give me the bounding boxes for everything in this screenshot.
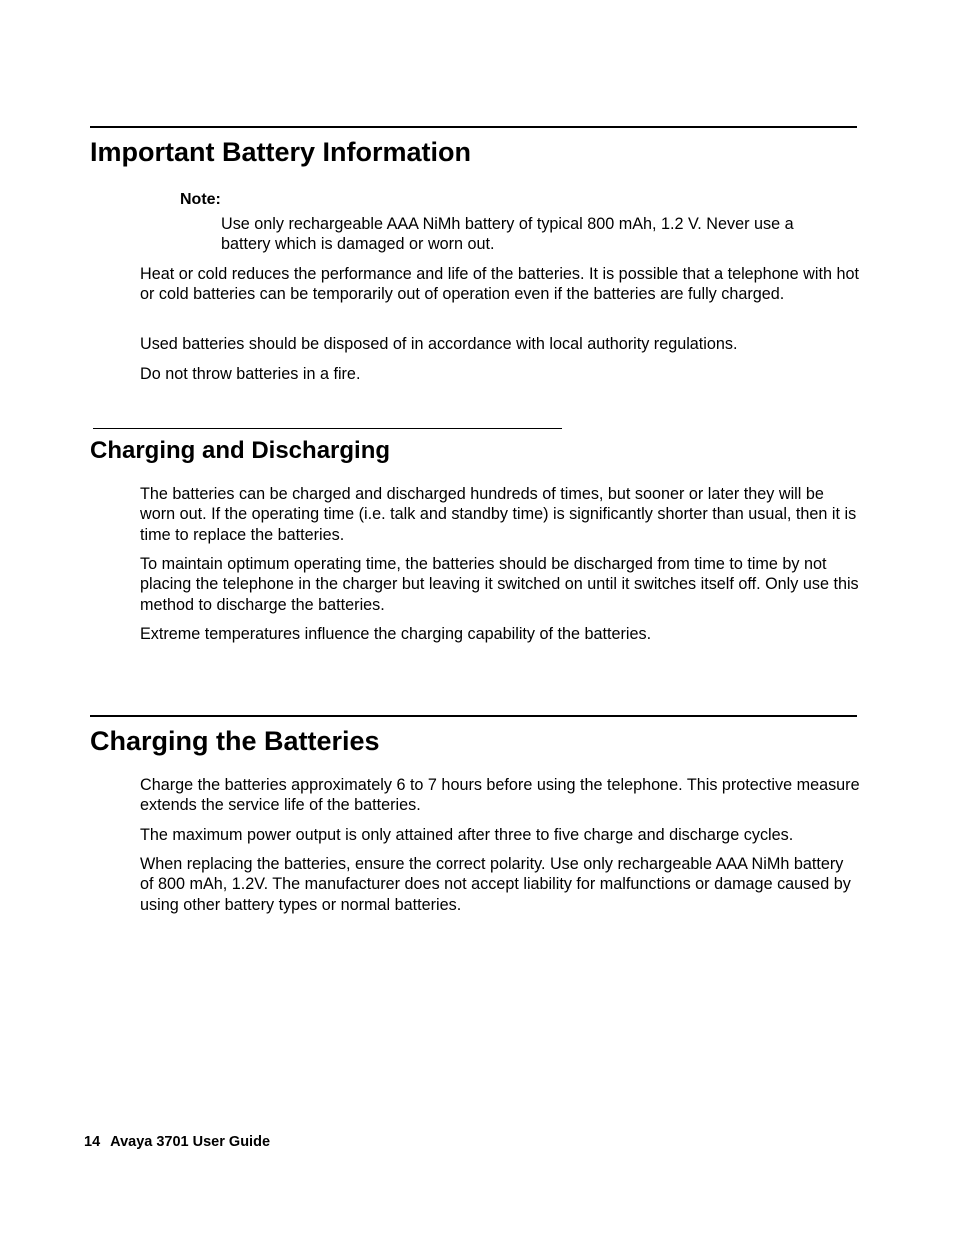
- paragraph: Charge the batteries approximately 6 to 7 hours before using the telephone. This protective measure extends the service life of the batteries.: [140, 776, 860, 815]
- section-title-charging-the-batteries: Charging the Batteries: [90, 726, 380, 756]
- paragraph: Extreme temperatures influence the charging capability of the batteries.: [140, 625, 652, 643]
- subsection-divider: [93, 428, 562, 429]
- document-title: Avaya 3701 User Guide: [110, 1134, 271, 1150]
- note-label: Note:: [180, 191, 221, 208]
- paragraph: The batteries can be charged and discharged hundreds of times, but sooner or later they will be worn out. If the operating time (i.e. talk and standby time) is significantly shorter than usual, then it is time to replace the batteries.: [140, 485, 857, 544]
- paragraph: Heat or cold reduces the performance and life of the batteries. It is possible that a telephone with hot or cold batteries can be temporarily out of operation even if the batteries are fully charged.: [140, 265, 859, 304]
- section-divider-top: [90, 126, 857, 128]
- paragraph: Used batteries should be disposed of in accordance with local authority regulations.: [140, 335, 738, 353]
- paragraph: The maximum power output is only attained after three to five charge and discharge cycles.: [140, 826, 794, 844]
- section-title-charging-and-discharging: Charging and Discharging: [90, 437, 391, 464]
- paragraph: Do not throw batteries in a fire.: [140, 365, 361, 383]
- note-text: Use only rechargeable AAA NiMh battery of typical 800 mAh, 1.2 V. Never use a battery which is damaged or worn out.: [221, 215, 794, 254]
- page-number: 14: [84, 1134, 101, 1150]
- paragraph: When replacing the batteries, ensure the correct polarity. Use only rechargeable AAA NiMh battery of 800 mAh, 1.2V. The manufacturer does not accept liability for malfunctions or damage caused by using other battery types or normal batteries.: [140, 855, 851, 914]
- paragraph: To maintain optimum operating time, the batteries should be discharged from time to time by not placing the telephone in the charger but leaving it switched on until it switches itself off. Only use this method to discharge the batteries.: [140, 555, 859, 614]
- section-divider-top: [90, 715, 857, 717]
- section-title-important-battery-information: Important Battery Information: [90, 137, 472, 167]
- page-footer: [84, 1133, 270, 1151]
